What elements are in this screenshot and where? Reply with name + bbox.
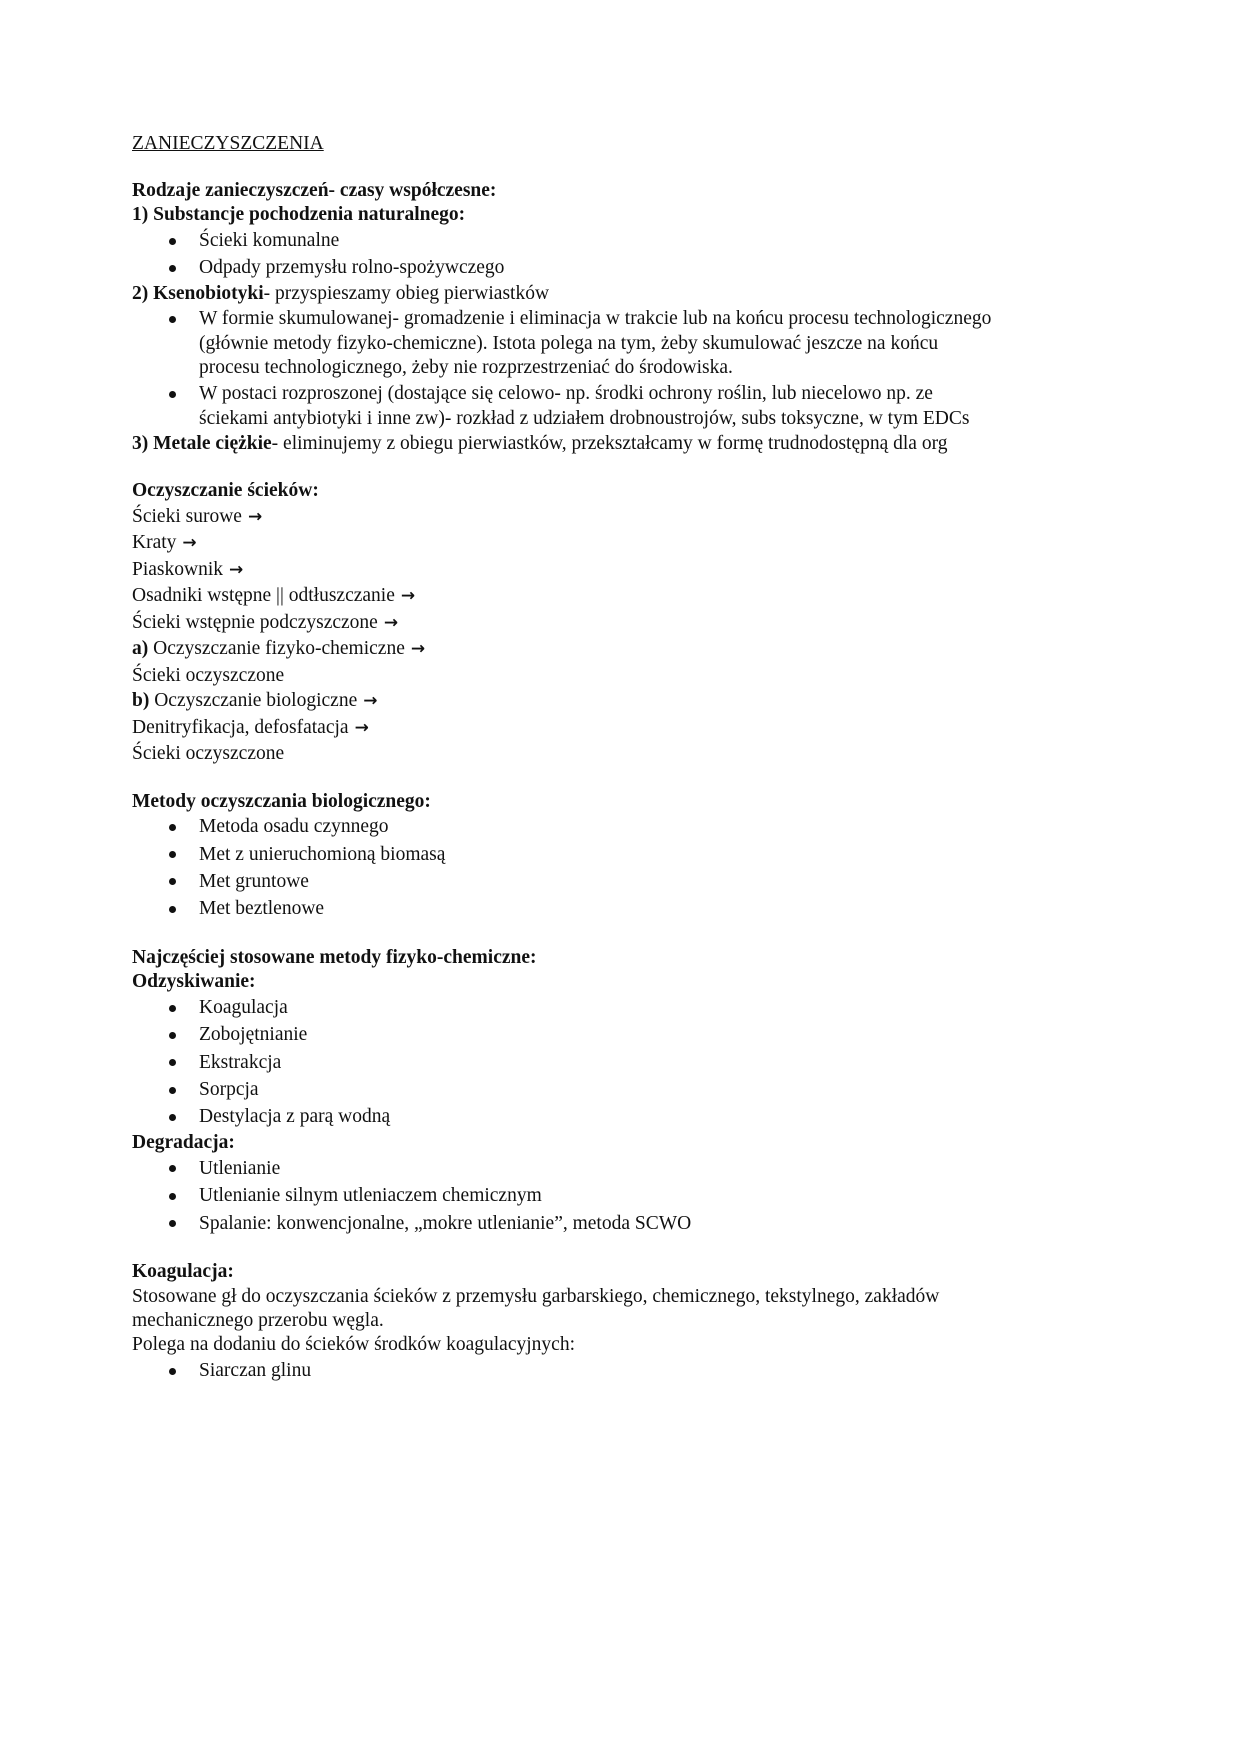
bio-heading-text: Metody oczyszczania biologicznego: <box>132 790 431 812</box>
physchem-heading <box>132 946 992 970</box>
list-item: Ścieki komunalne <box>199 228 992 255</box>
physchem-heading-text: Najczęściej stosowane metody fizyko-chemiczne: <box>132 947 537 969</box>
group-3-text: - eliminujemy z obiegu pierwiastków, przekształcamy w formę trudnodostępną dla org <box>271 432 948 454</box>
group-3-label <box>132 432 992 456</box>
coagulation-heading-text: Koagulacja: <box>132 1261 234 1283</box>
list-item: Sorpcja <box>199 1077 992 1104</box>
group-2-list <box>132 306 992 431</box>
treatment-step <box>132 530 992 557</box>
document-title: ZANIECZYSZCZENIA <box>132 133 324 154</box>
group-1-list <box>132 228 992 283</box>
arrow-right-icon: → <box>229 559 244 580</box>
types-heading-text: Rodzaje zanieczyszczeń- czasy współczesne: <box>132 180 497 201</box>
treatment-heading <box>132 479 992 503</box>
coagulation-paragraph-2: Polega na dodaniu do ścieków środków koagulacyjnych: <box>132 1334 575 1356</box>
list-item: W formie skumulowanej- gromadzenie i eliminacja w trakcie lub na końcu procesu technologicznego (głównie metody fizyko-chemiczne). Istota polega na tym, żeby skumulować jeszcze na końcu procesu technologicznego, żeby nie rozprzestrzeniać do środowiska. <box>199 306 992 381</box>
arrow-right-icon: → <box>400 586 416 607</box>
step-text: Kraty <box>132 532 177 554</box>
list-item: Odpady przemysłu rolno-spożywczego <box>199 255 992 282</box>
treatment-step <box>132 741 992 767</box>
group-1-label-text: 1) Substancje pochodzenia naturalnego: <box>132 204 466 226</box>
degradation-label-text: Degradacja: <box>132 1132 235 1154</box>
degradation-list <box>132 1155 992 1237</box>
recovery-label <box>132 970 992 994</box>
list-item: Metoda osadu czynnego <box>199 814 992 841</box>
list-item: Spalanie: konwencjonalne, „mokre utlenianie”, metoda SCWO <box>199 1210 992 1237</box>
group-2-text: - przyspieszamy obieg pierwiastków <box>263 283 550 305</box>
bio-list <box>132 814 992 923</box>
arrow-right-icon: → <box>354 717 369 738</box>
coagulation-list <box>132 1358 992 1385</box>
list-item: Met gruntowe <box>199 868 992 895</box>
document-page <box>132 131 992 1385</box>
bio-heading <box>132 790 992 814</box>
step-text: Ścieki wstępnie podczyszczone <box>132 611 378 633</box>
group-1-label <box>132 203 992 227</box>
treatment-step <box>132 715 992 742</box>
group-3-label-bold: 3) Metale ciężkie <box>132 432 272 454</box>
list-item: Utlenianie <box>199 1155 992 1182</box>
recovery-list <box>132 995 992 1131</box>
step-text: Oczyszczanie biologiczne <box>149 690 358 712</box>
step-prefix: b) <box>132 690 150 712</box>
treatment-step <box>132 504 992 531</box>
list-item: Destylacja z parą wodną <box>199 1104 992 1131</box>
treatment-step <box>132 688 992 715</box>
step-text: Oczyszczanie fizyko-chemiczne <box>148 638 405 660</box>
step-text: Ścieki oczyszczone <box>132 664 285 686</box>
list-item: Met z unieruchomioną biomasą <box>199 841 992 868</box>
coagulation-paragraph-1: Stosowane gł do oczyszczania ścieków z przemysłu garbarskiego, chemicznego, tekstylnego, zakładów mechanicznego przerobu węgla. <box>132 1285 940 1331</box>
list-item: Utlenianie silnym utleniaczem chemicznym <box>199 1183 992 1210</box>
list-item: Ekstrakcja <box>199 1049 992 1076</box>
treatment-step <box>132 663 992 689</box>
treatment-heading-text: Oczyszczanie ścieków: <box>132 480 319 502</box>
list-item: W postaci rozproszonej (dostające się celowo- np. środki ochrony roślin, lub niecelowo np. ze ściekami antybiotyki i inne zw)- rozkład z udziałem drobnoustrojów, subs toksyczne, w tym EDCs <box>199 381 992 432</box>
treatment-step <box>132 610 992 637</box>
coagulation-heading <box>132 1260 992 1284</box>
step-text: Ścieki oczyszczone <box>132 743 285 765</box>
arrow-right-icon: → <box>363 691 378 712</box>
list-item: Koagulacja <box>199 995 992 1022</box>
arrow-right-icon: → <box>383 612 399 633</box>
arrow-right-icon: → <box>182 533 197 554</box>
step-text: Osadniki wstępne || odtłuszczanie <box>132 585 395 607</box>
step-text: Denitryfikacja, defosfatacja <box>132 716 349 738</box>
treatment-steps <box>132 504 992 767</box>
group-2-label <box>132 282 992 306</box>
list-item: Siarczan glinu <box>199 1358 992 1385</box>
group-2-label-bold: 2) Ksenobiotyki <box>132 283 264 305</box>
list-item: Zobojętnianie <box>199 1022 992 1049</box>
step-text: Ścieki surowe <box>132 505 242 527</box>
treatment-step <box>132 636 992 663</box>
types-heading <box>132 179 992 203</box>
treatment-step <box>132 583 992 610</box>
arrow-right-icon: → <box>247 506 263 527</box>
step-prefix: a) <box>132 638 149 660</box>
list-item: Met beztlenowe <box>199 896 992 923</box>
arrow-right-icon: → <box>410 639 426 660</box>
treatment-step <box>132 557 992 584</box>
degradation-label <box>132 1131 992 1155</box>
recovery-label-text: Odzyskiwanie: <box>132 971 256 993</box>
step-text: Piaskownik <box>132 558 224 580</box>
